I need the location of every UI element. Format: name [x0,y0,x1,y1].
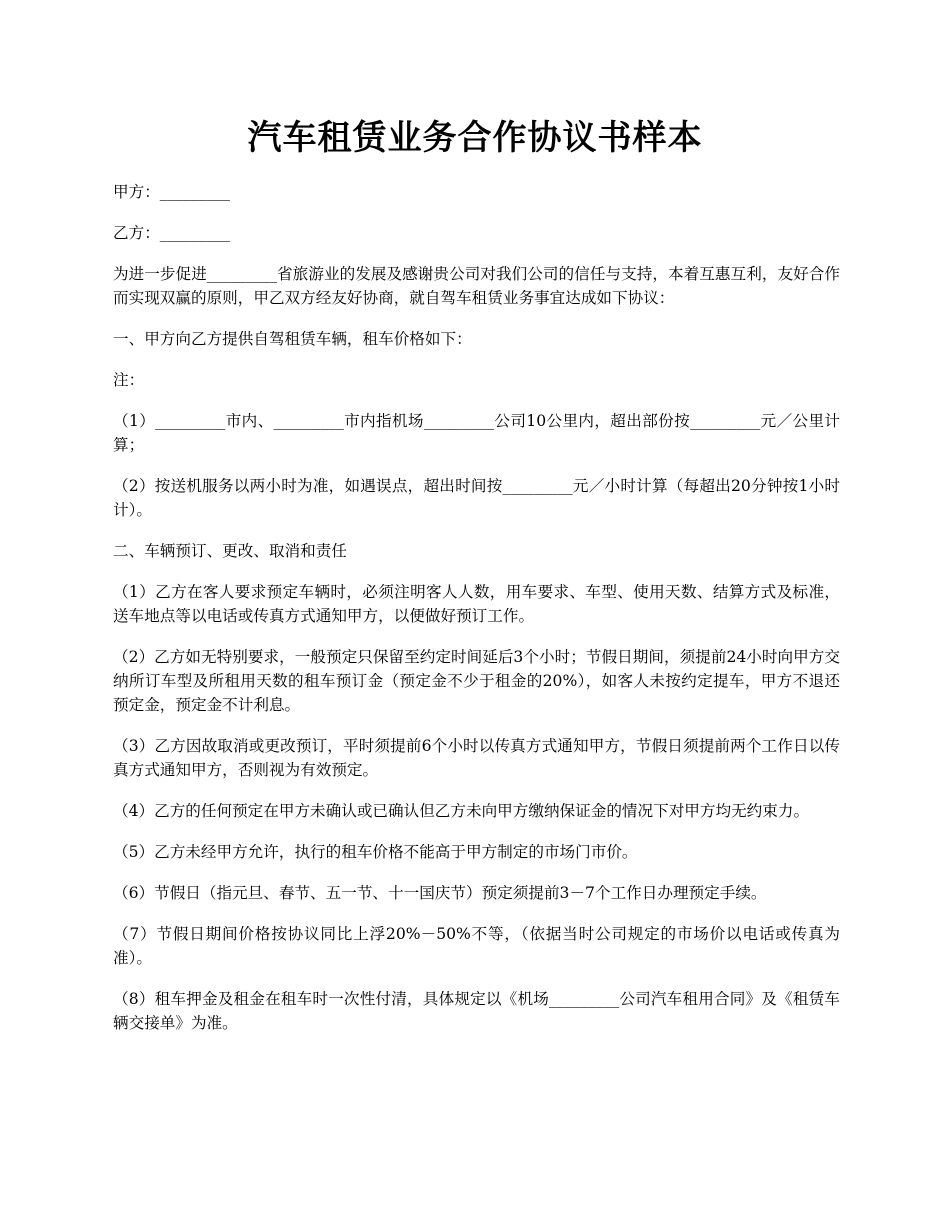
document-title: 汽车租赁业务合作协议书样本 [247,118,703,158]
clause-item-4: （4）乙方的任何预定在甲方未确认或已确认但乙方未向甲方缴纳保证金的情况下对甲方均无约束力。 [113,802,810,820]
clause-item-1: （1）乙方在客人要求预定车辆时，必须注明客人人数，用车要求、车型、使用天数、结算方式及标准，送车地点等以电话或传真方式通知甲方，以便做好预订工作。 [113,583,840,625]
clause-item-6: （6）节假日（指元旦、春节、五一节、十一国庆节）预定须提前3－7个工作日办理预定手续。 [113,884,767,902]
note-item-2: （2）按送机服务以两小时为准，如遇误点，超出时间按_________元／小时计算（每超出20分钟按1小时计）。 [113,477,840,519]
clause-item-2: （2）乙方如无特别要求，一般预定只保留至约定时间延后3个小时；节假日期间，须提前24小时向甲方交纳所订车型及所租用天数的租车预订金（预定金不少于租金的20%），如客人未按约定提车，甲方不退还预定金，预定金不计利息。 [113,648,840,714]
section-2-heading: 二、车辆预订、更改、取消和责任 [113,542,347,560]
preamble-paragraph: 为进一步促进_________省旅游业的发展及感谢贵公司对我们公司的信任与支持，本着互惠互利，友好合作而实现双赢的原则，甲乙双方经友好协商，就自驾车租赁业务事宜达成如下协议： [113,265,840,307]
party-b-line: 乙方：_________ [113,224,230,242]
clause-item-7: （7）节假日期间价格按协议同比上浮20%－50%不等，（依据当时公司规定的市场价以电话或传真为准）。 [113,925,840,967]
note-label: 注： [113,371,145,389]
clause-item-3: （3）乙方因故取消或更改预订，平时须提前6个小时以传真方式通知甲方，节假日须提前两个工作日以传真方式通知甲方，否则视为有效预定。 [113,737,840,779]
party-a-line: 甲方：_________ [113,183,230,201]
document-body [113,180,840,1052]
note-item-1: （1）_________市内、_________市内指机场_________公司10公里内，超出部份按_________元／公里计算； [113,412,840,454]
section-1-heading: 一、甲方向乙方提供自驾租赁车辆，租车价格如下： [113,330,472,348]
clause-item-8: （8）租车押金及租金在租车时一次性付清，具体规定以《机场_________公司汽车租用合同》及《租赁车辆交接单》为准。 [113,990,840,1032]
clause-item-5: （5）乙方未经甲方允许，执行的租车价格不能高于甲方制定的市场门市价。 [113,843,638,861]
